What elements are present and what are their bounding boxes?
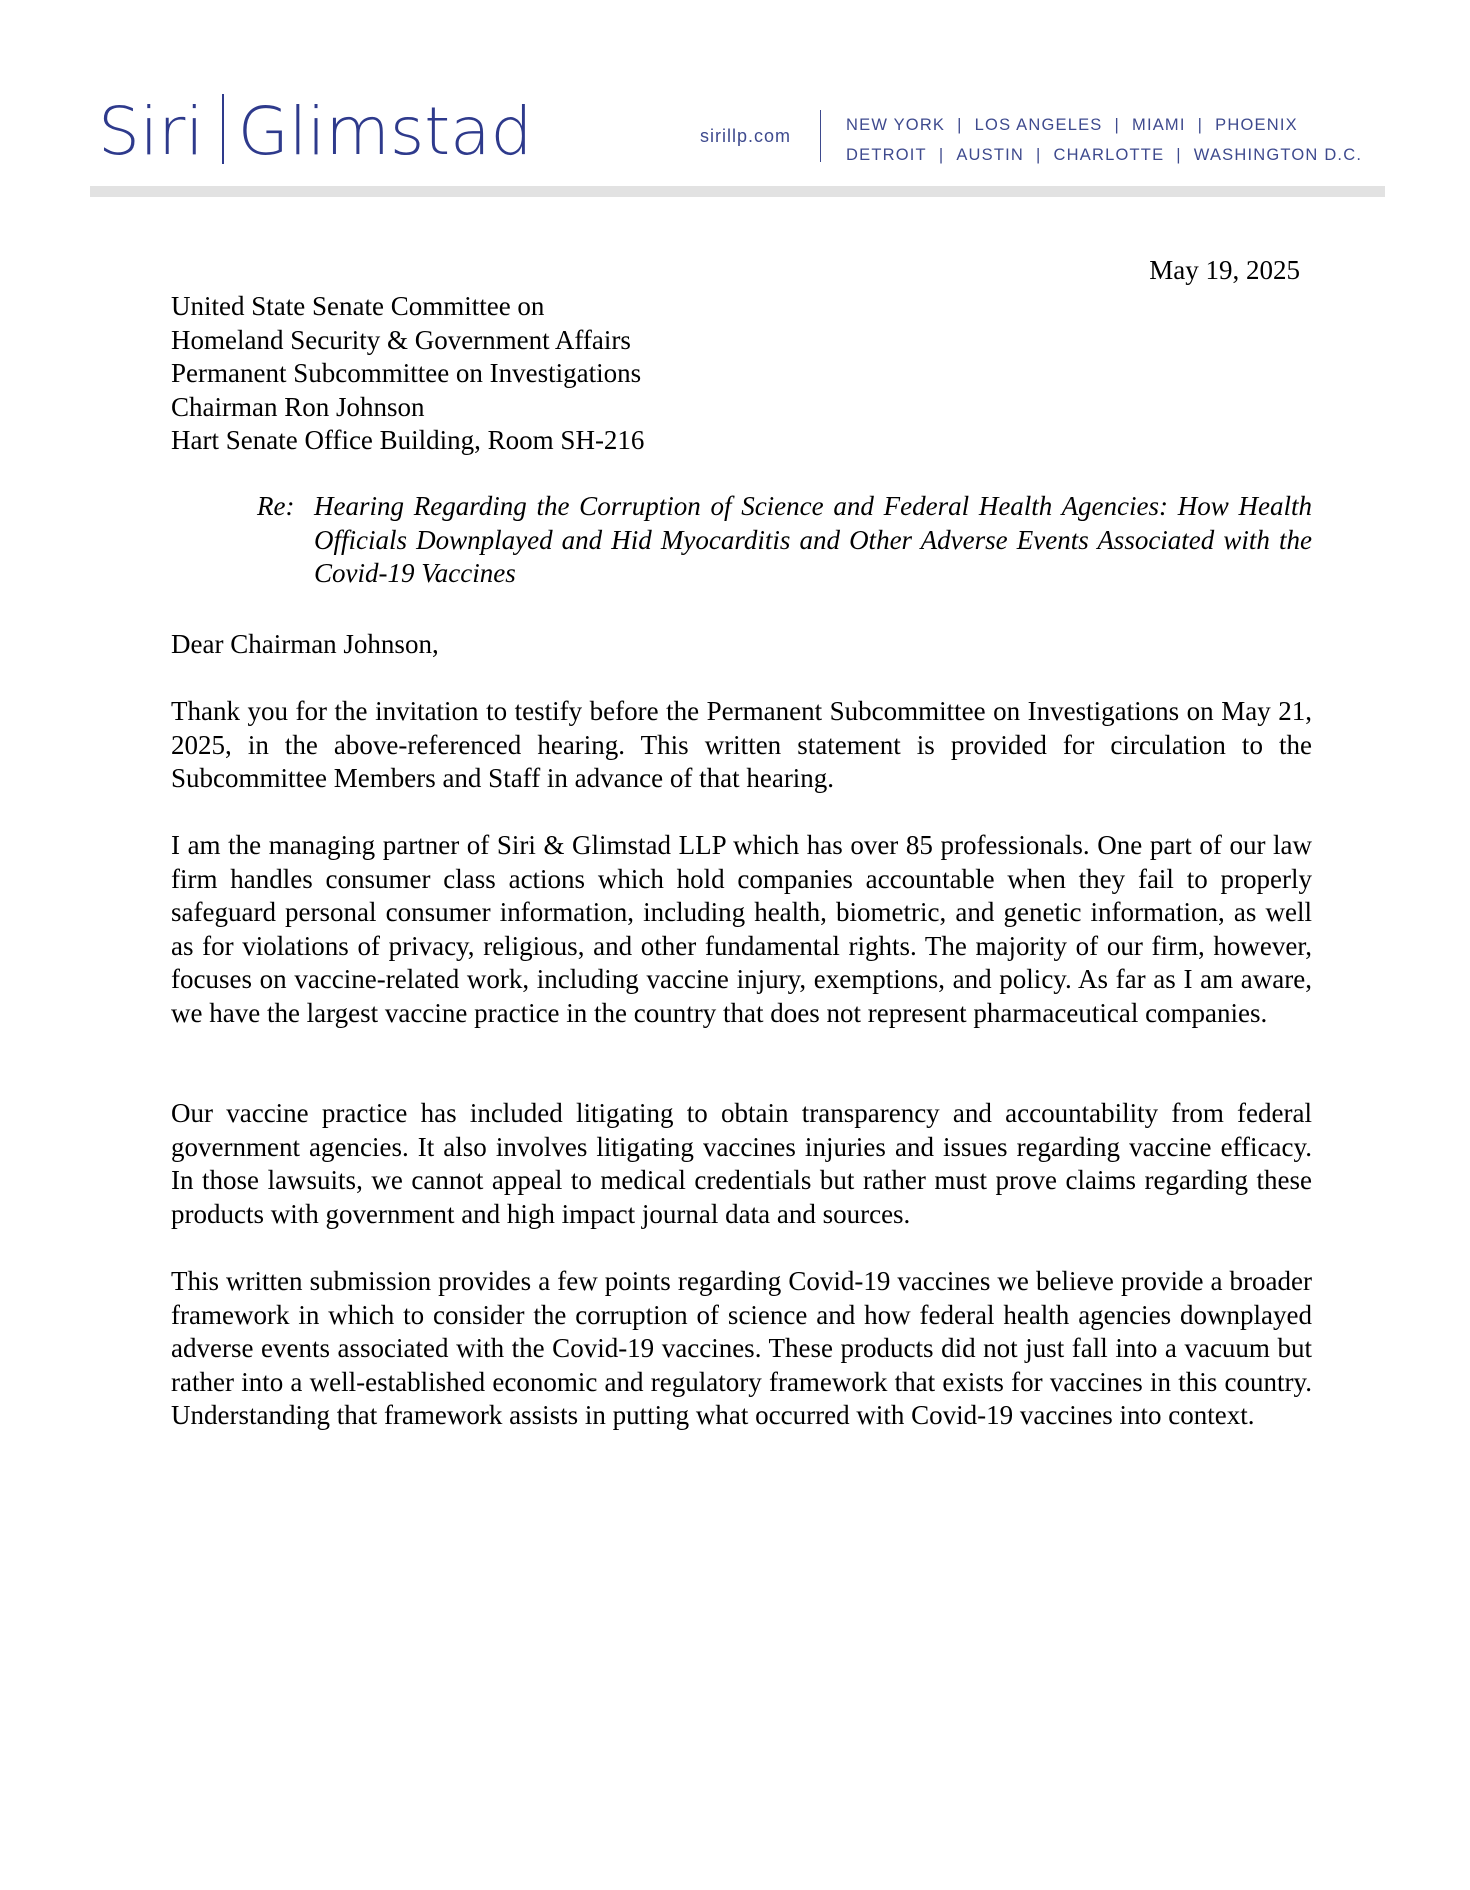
city: MIAMI <box>1132 116 1186 134</box>
recipient-address <box>171 290 644 458</box>
logo-divider <box>222 94 224 164</box>
salutation: Dear Chairman Johnson, <box>171 629 439 659</box>
header-rule <box>90 186 1385 197</box>
logo-siri: Siri <box>98 93 204 170</box>
office-locations <box>846 110 1362 170</box>
city: LOS ANGELES <box>974 116 1103 134</box>
logo-glimstad: Glimstad <box>237 93 533 170</box>
firm-logo <box>98 92 532 172</box>
address-line: United State Senate Committee on <box>171 291 545 321</box>
body-paragraph-2 <box>171 829 1312 1030</box>
address-line: Hart Senate Office Building, Room SH-216 <box>171 425 645 455</box>
re-label: Re: <box>257 491 295 521</box>
city: WASHINGTON D.C. <box>1193 146 1363 164</box>
body-paragraph-1 <box>171 695 1312 796</box>
paragraph-text: Thank you for the invitation to testify before the Permanent Subcommittee on Investigations on May 21, 2025, in the above-referenced hearing. This written statement is provided for circulation to the Subcommittee Members and Staff in advance of that hearing. <box>171 696 1312 793</box>
city: AUSTIN <box>956 146 1025 164</box>
cities-row-2: DETROIT | AUSTIN | CHARLOTTE | WASHINGTON D.C. <box>846 146 1363 164</box>
paragraph-text: I am the managing partner of Siri & Glimstad LLP which has over 85 professionals. One part of our law firm handles consumer class actions which hold companies accountable when they fail to properly safeguard personal consumer information, including health, biometric, and genetic information, as well as for violations of privacy, religious, and other fundamental rights. The majority of our firm, however, focuses on vaccine-related work, including vaccine injury, exemptions, and policy. As far as I am aware, we have the largest vaccine practice in the country that does not represent pharmaceutical companies. <box>171 830 1312 1028</box>
city: PHOENIX <box>1215 116 1298 134</box>
cities-row-1: NEW YORK | LOS ANGELES | MIAMI | PHOENIX <box>846 116 1298 134</box>
address-line: Chairman Ron Johnson <box>171 391 425 422</box>
firm-website: sirillp.com <box>700 126 792 146</box>
re-subject: Hearing Regarding the Corruption of Science and Federal Health Agencies: How Health Officials Downplayed and Hid Myocarditis and Other Adverse Events Associated with the Covid-19 Vaccines <box>314 491 1312 588</box>
city: CHARLOTTE <box>1053 146 1165 164</box>
address-line: Homeland Security & Government Affairs <box>171 324 631 355</box>
body-paragraph-4 <box>171 1265 1312 1433</box>
paragraph-text: This written submission provides a few points regarding Covid-19 vaccines we believe provide a broader framework in which to consider the corruption of science and how federal health agencies downplayed adverse events associated with the Covid-19 vaccines. These products did not just fall into a vacuum but rather into a well-established economic and regulatory framework that exists for vaccines in this country. Understanding that framework assists in putting what occurred with Covid-19 vaccines into context. <box>171 1266 1312 1430</box>
header-divider <box>820 110 821 162</box>
city: DETROIT <box>846 146 927 164</box>
city: NEW YORK <box>846 116 946 134</box>
letter-date: May 19, 2025 <box>1149 255 1300 285</box>
address-line: Permanent Subcommittee on Investigations <box>171 358 642 388</box>
body-paragraph-3 <box>171 1097 1312 1231</box>
paragraph-text: Our vaccine practice has included litigating to obtain transparency and accountability from federal government agencies. It also involves litigating vaccines injuries and issues regarding vaccine efficacy. In those lawsuits, we cannot appeal to medical credentials but rather must prove claims regarding these products with government and high impact journal data and sources. <box>171 1098 1312 1229</box>
re-line <box>257 490 1312 591</box>
